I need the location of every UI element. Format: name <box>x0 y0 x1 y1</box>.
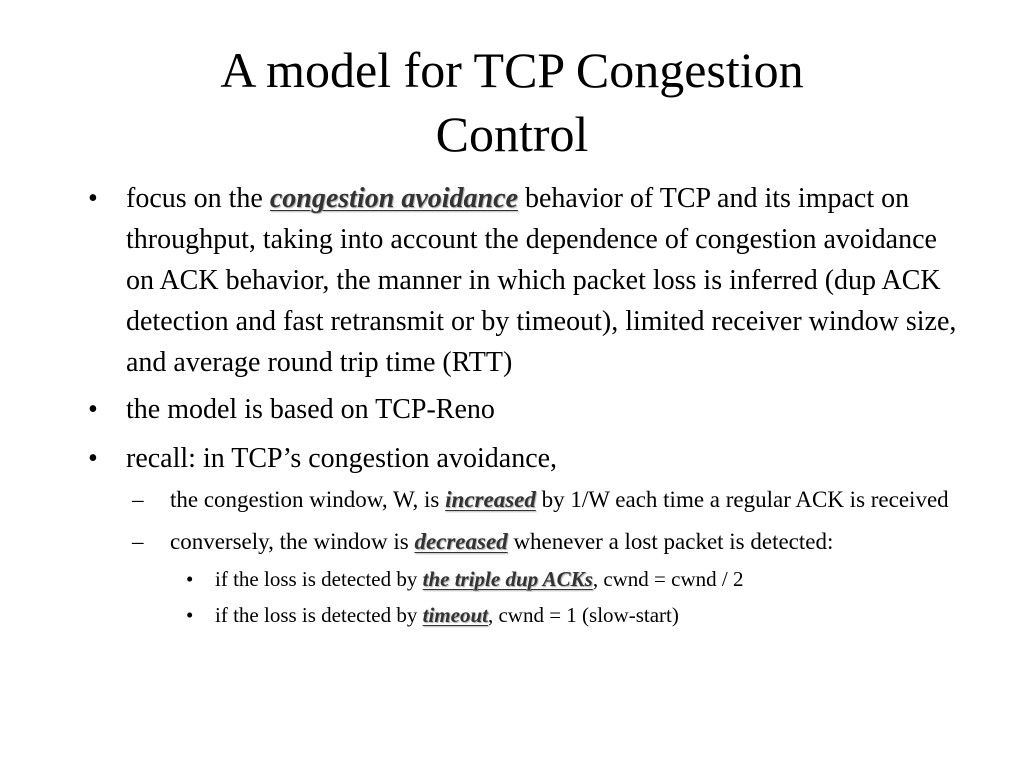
sub-sub-bullet-timeout <box>88 600 958 630</box>
timeout-post: , cwnd = 1 (slow-start) <box>487 603 679 627</box>
bullet-focus-post: behavior of TCP and its impact on throughput, taking into account the dependence of congestion avoidance on ACK behavior, the manner in which packet loss is inferred (dup ACK detection and fast retransmit or by timeout), limited receiver window size, and average round trip time (RTT) <box>126 183 957 378</box>
sub-bullet-increase-pre: the congestion window, W, is <box>170 487 446 512</box>
bullet-recall-text: recall: in TCP’s congestion avoidance, <box>126 443 558 474</box>
bullet-model-basis-text: the model is based on TCP-Reno <box>126 394 495 425</box>
bullet-focus-emphasis: congestion avoidance <box>269 183 518 214</box>
sub-bullet-decrease-post: whenever a lost packet is detected: <box>507 529 834 554</box>
sub-bullet-decrease-pre: conversely, the window is <box>170 529 415 554</box>
sub-bullet-decrease <box>88 525 958 558</box>
dash-icon: – <box>132 487 144 512</box>
bullet-dot-icon: • <box>88 183 98 214</box>
slide-title-line-2: Control <box>435 106 589 162</box>
sub-bullet-increase-emphasis: increased <box>445 487 536 512</box>
timeout-pre: if the loss is detected by <box>215 603 423 627</box>
sub-bullet-increase-post: by 1/W each time a regular ACK is received <box>535 487 949 512</box>
sub-bullet-increase <box>88 483 958 516</box>
triple-dup-pre: if the loss is detected by <box>215 567 423 591</box>
slide-title <box>0 38 1024 166</box>
timeout-emphasis: timeout <box>422 603 488 627</box>
triple-dup-emphasis: the triple dup ACKs <box>422 567 593 591</box>
bullet-model-basis <box>88 389 958 430</box>
slide-body <box>88 178 958 630</box>
slide-title-line-1: A model for TCP Congestion <box>220 42 804 98</box>
sub-bullet-decrease-emphasis: decreased <box>414 529 508 554</box>
bullet-recall <box>88 438 958 479</box>
bullet-dot-icon: • <box>186 567 194 591</box>
bullet-focus <box>88 178 958 383</box>
triple-dup-post: , cwnd = cwnd / 2 <box>592 567 744 591</box>
bullet-dot-icon: • <box>88 394 98 425</box>
sub-sub-bullet-triple-dup <box>88 564 958 594</box>
bullet-dot-icon: • <box>88 443 98 474</box>
dash-icon: – <box>132 529 144 554</box>
bullet-focus-pre: focus on the <box>126 183 270 214</box>
bullet-dot-icon: • <box>186 603 194 627</box>
